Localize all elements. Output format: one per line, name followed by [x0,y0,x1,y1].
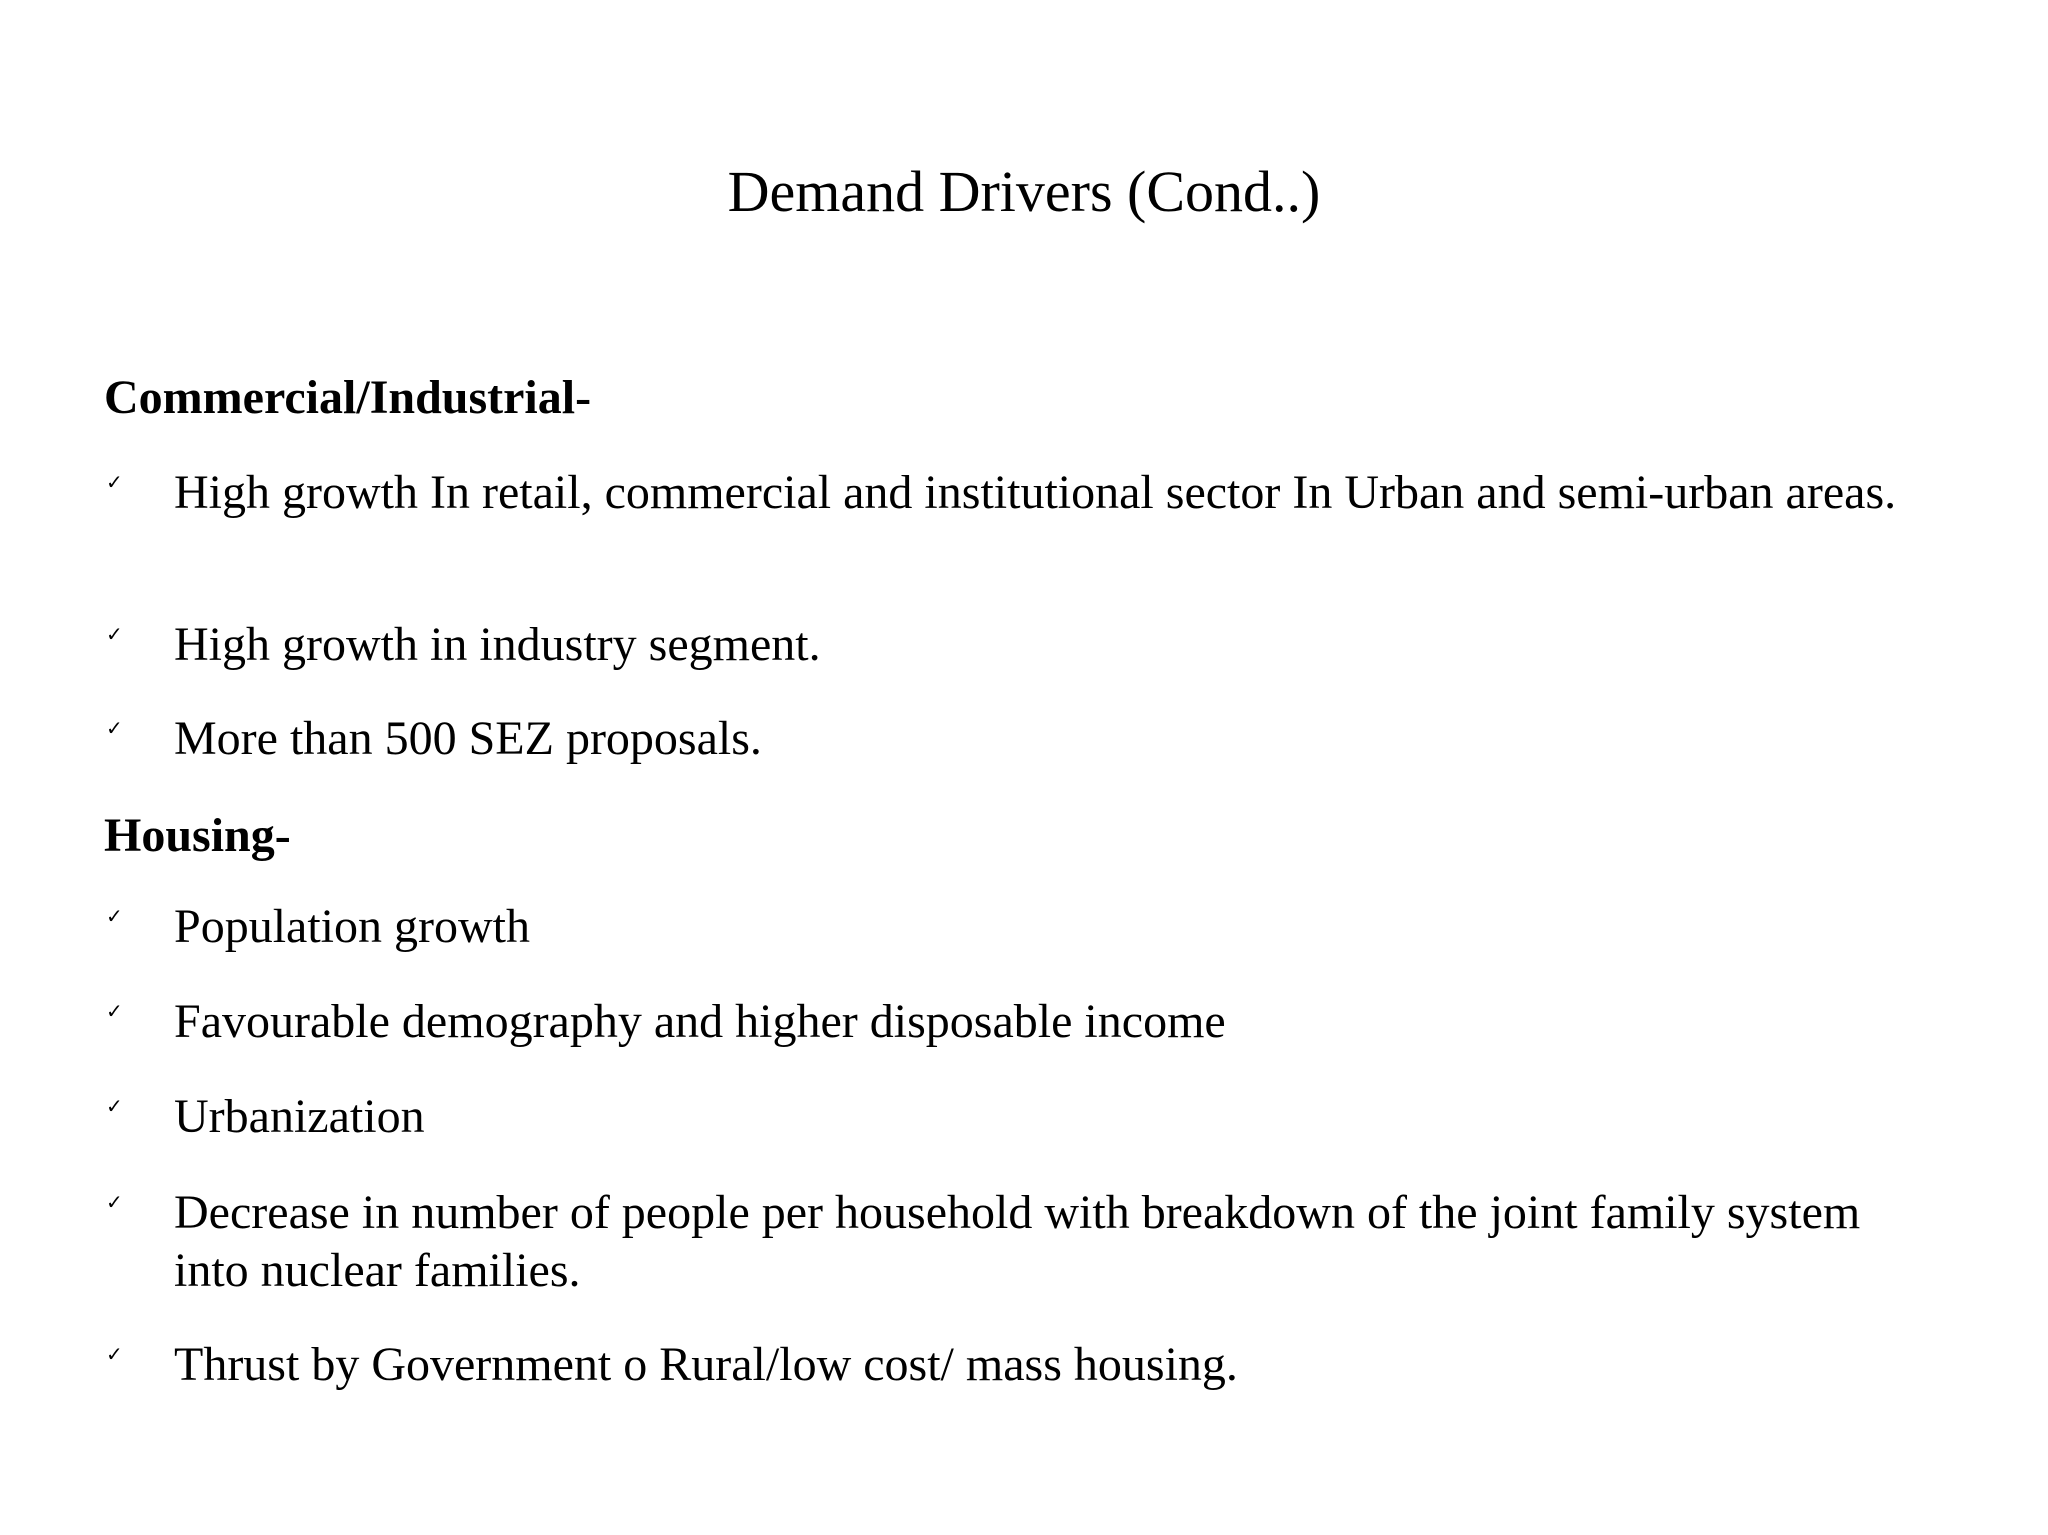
slide-title: Demand Drivers (Cond..) [727,159,1321,224]
bullet-text: Population growth [174,900,530,953]
bullet-item [104,616,1958,674]
checkmark-icon: ✓ [106,904,123,928]
bullet-item [104,464,1958,522]
bullet-text: More than 500 SEZ proposals. [174,712,762,765]
checkmark-icon: ✓ [106,622,123,646]
checkmark-icon: ✓ [106,470,123,494]
bullet-text: High growth in industry segment. [174,618,821,671]
checkmark-icon: ✓ [106,1190,123,1214]
bullet-text: High growth In retail, commercial and institutional sector In Urban and semi-urban areas. [174,466,1897,519]
checkmark-icon: ✓ [106,999,123,1023]
bullet-text: Decrease in number of people per household with breakdown of the joint family system into nuclear families. [174,1186,1861,1297]
bullet-item [104,1336,1958,1394]
bullet-item [104,1184,1904,1300]
bullet-item [104,710,1958,768]
checkmark-icon: ✓ [106,716,123,740]
bullet-text: Thrust by Government o Rural/low cost/ mass housing. [174,1338,1238,1391]
bullet-text: Favourable demography and higher disposable income [174,995,1226,1048]
checkmark-icon: ✓ [106,1094,123,1118]
bullet-item [104,993,1958,1051]
section-heading-housing: Housing- [104,809,291,862]
bullet-item [104,898,1958,956]
section-heading-commercial: Commercial/Industrial- [104,371,592,424]
checkmark-icon: ✓ [106,1342,123,1366]
bullet-item [104,1088,1958,1146]
bullet-text: Urbanization [174,1090,425,1143]
